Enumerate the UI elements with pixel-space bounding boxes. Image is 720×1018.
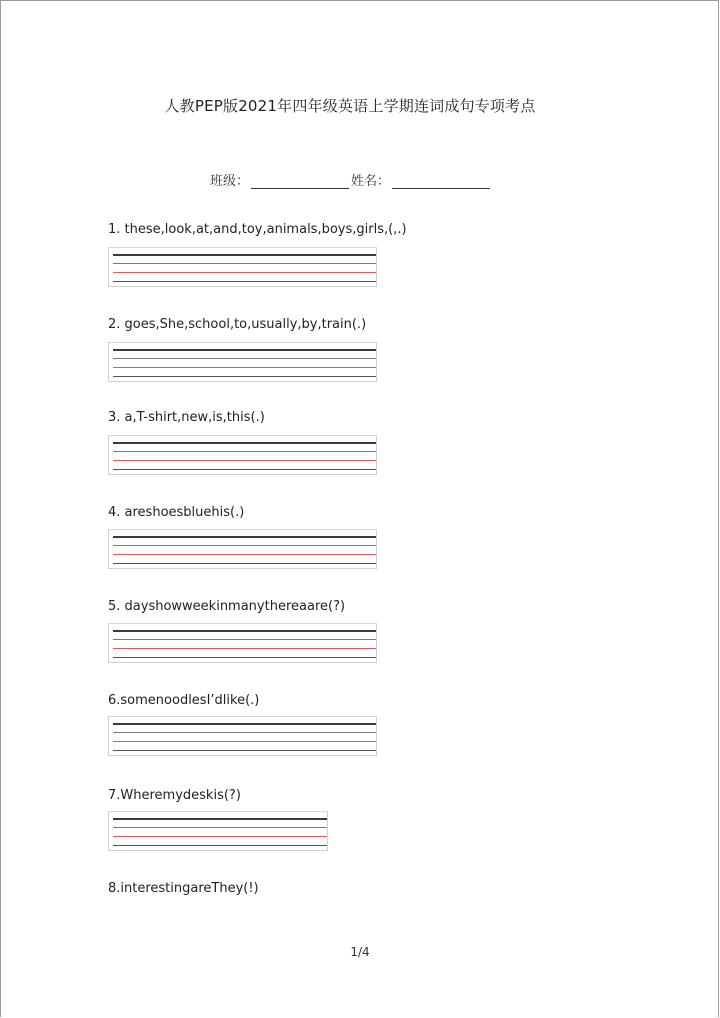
question-3: 3. a,T-shirt,new,is,this(.) <box>108 410 265 425</box>
answer-lines-6[interactable] <box>108 716 377 756</box>
name-label: 姓名： <box>351 174 391 189</box>
answer-lines-1[interactable] <box>108 247 377 287</box>
answer-lines-2[interactable] <box>108 342 377 382</box>
student-info <box>210 170 492 189</box>
name-blank[interactable] <box>392 176 490 189</box>
answer-lines-3[interactable] <box>108 435 377 475</box>
question-8: 8.interestingareThey(!) <box>108 881 259 896</box>
question-2: 2. goes,She,school,to,usually,by,train(.) <box>108 317 367 332</box>
question-4: 4. areshoesbluehis(.) <box>108 505 245 520</box>
class-blank[interactable] <box>251 176 349 189</box>
answer-lines-7[interactable] <box>108 811 328 851</box>
answer-lines-5[interactable] <box>108 623 377 663</box>
question-1: 1. these,look,at,and,toy,animals,boys,girls,(,.) <box>108 222 407 237</box>
answer-lines-4[interactable] <box>108 529 377 569</box>
page-title: 人教PEP版2021年四年级英语上学期连词成句专项考点 <box>164 97 536 115</box>
question-5: 5. dayshowweekinmanythereaare(?) <box>108 599 346 614</box>
class-label: 班级： <box>210 174 250 189</box>
question-6: 6.somenoodlesI’dlike(.) <box>108 693 260 708</box>
question-7: 7.Wheremydeskis(?) <box>108 788 241 803</box>
page-number: 1/4 <box>350 945 370 959</box>
